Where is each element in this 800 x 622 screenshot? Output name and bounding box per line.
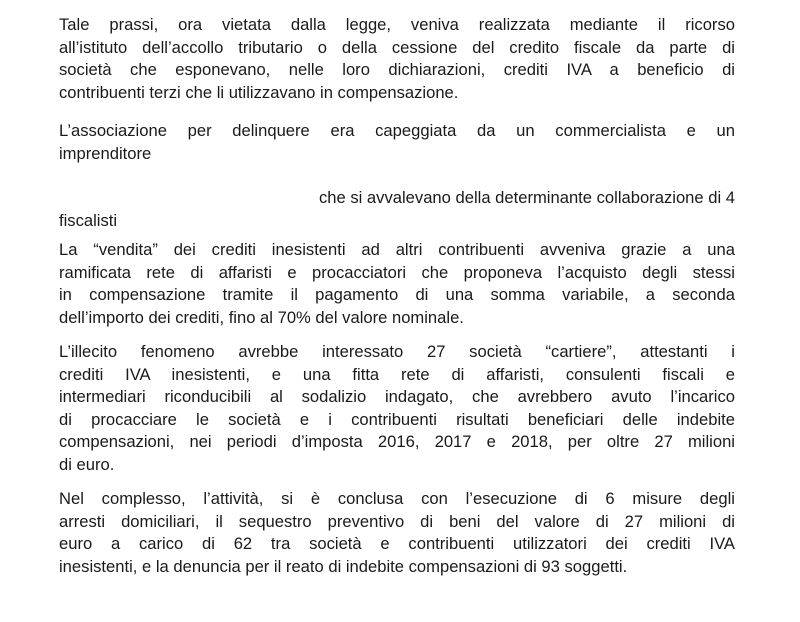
text-line: compensazioni, nei periodi d’imposta 2016, 2017 e 2018, per oltre 27 milioni	[59, 432, 735, 451]
text-line: L’illecito fenomeno avrebbe interessato 27 società “cartiere”, attestanti i	[59, 342, 735, 361]
text-line: ramificata rete di affaristi e procacciatori che proponeva l’acquisto degli stessi	[59, 262, 735, 282]
text-line: contribuenti terzi che li utilizzavano in compensazione.	[59, 82, 459, 102]
text-line: di procacciare le società e i contribuenti risultati beneficiari delle indebite	[59, 409, 735, 429]
text-line: all’istituto dell’accollo tributario o della cessione del credito fiscale da parte di	[59, 37, 735, 57]
text-line: che si avvalevano della determinante collaborazione di 4	[318, 188, 735, 207]
text-line: euro a carico di 62 tra società e contribuenti utilizzatori dei crediti IVA	[59, 534, 735, 553]
text-line: in compensazione tramite il pagamento di una somma variabile, a seconda	[59, 285, 735, 304]
paragraph-complesso	[59, 488, 735, 578]
text-line: arresti domiciliari, il sequestro preventivo di beni del valore di 27 milioni di	[59, 511, 735, 531]
paragraph-fiscalisti	[59, 187, 735, 232]
text-line: L’associazione per delinquere era capeggiata da un commercialista e un	[59, 121, 735, 140]
paragraph-associazione	[59, 120, 735, 165]
paragraph-vendita	[59, 239, 735, 329]
text-line: società che esponevano, nelle loro dichiarazioni, crediti IVA a beneficio di	[59, 60, 735, 79]
text-line: Nel complesso, l’attività, si è conclusa con l’esecuzione di 6 misure degli	[59, 489, 735, 508]
text-line: Tale prassi, ora vietata dalla legge, veniva realizzata mediante il ricorso	[59, 15, 735, 34]
paragraph-illecito	[59, 341, 735, 476]
text-line: fiscalisti	[59, 210, 118, 230]
text-line: crediti IVA inesistenti, e una fitta rete di affaristi, consulenti fiscali e	[59, 364, 735, 384]
text-line: imprenditore	[59, 143, 152, 163]
text-line: di euro.	[59, 454, 115, 474]
text-line: dell’importo dei crediti, fino al 70% del valore nominale.	[59, 307, 464, 327]
paragraph-prassi	[59, 14, 735, 104]
text-line: intermediari riconducibili al sodalizio indagato, che avrebbero avuto l’incarico	[59, 387, 735, 406]
text-line: inesistenti, e la denuncia per il reato di indebite compensazioni di 93 soggetti.	[59, 556, 628, 576]
text-line: La “vendita” dei crediti inesistenti ad altri contribuenti avveniva grazie a una	[59, 240, 735, 259]
